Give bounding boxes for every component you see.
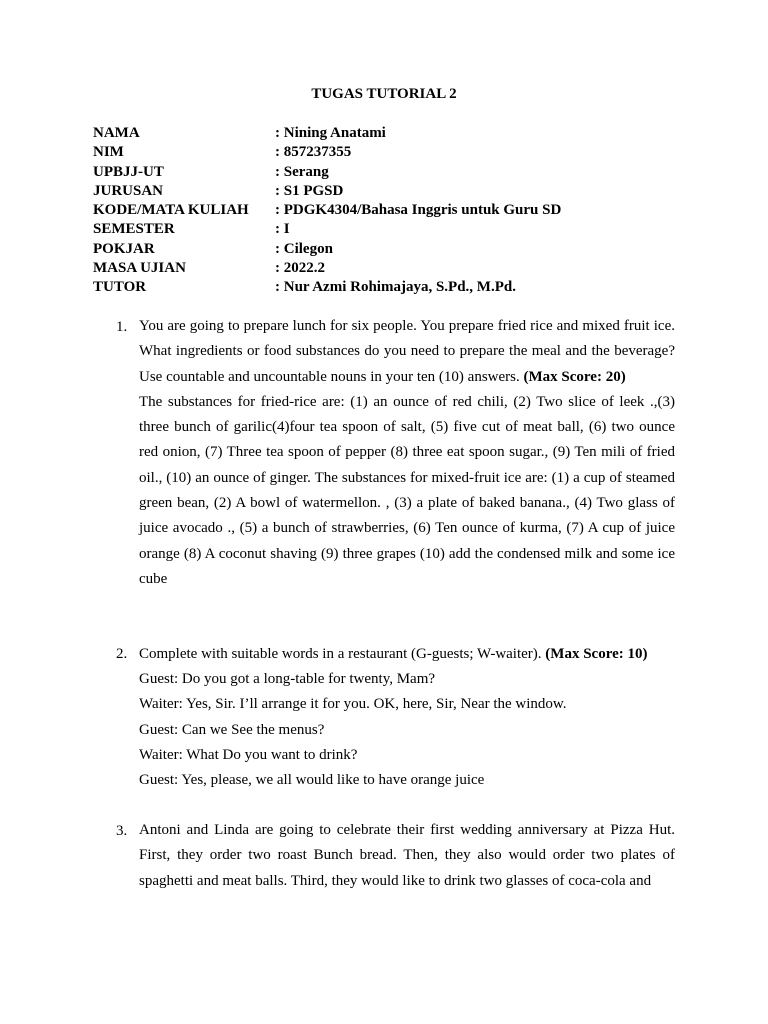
- question-2: [139, 642, 647, 793]
- question-number: 2.: [116, 646, 128, 662]
- max-score: (Max Score: 10): [545, 646, 648, 662]
- identity-label: JURUSAN: [93, 182, 164, 199]
- identity-value: : I: [275, 221, 290, 238]
- dialogue-line: Waiter: Yes, Sir. I’ll arrange it for you. OK, here, Sir, Near the window.: [139, 696, 567, 713]
- identity-value: : Cilegon: [275, 240, 333, 257]
- identity-label: SEMESTER: [93, 221, 175, 238]
- dialogue-line: Guest: Do you got a long-table for twenty, Mam?: [139, 671, 436, 688]
- question-text: [139, 642, 647, 667]
- question-text: [139, 314, 675, 390]
- question-prompt: You are going to prepare lunch for six people. You prepare fried rice and mixed fruit ice. What ingredients or food substances do you need to prepare the meal and the beverage? Use countable and uncountable nouns in your ten (10) answers.: [139, 318, 675, 385]
- identity-label: MASA UJIAN: [93, 260, 186, 277]
- identity-value: : 2022.2: [275, 260, 325, 277]
- identity-label: NIM: [93, 144, 124, 161]
- dialogue-line: Waiter: What Do you want to drink?: [139, 746, 358, 763]
- identity-label: TUTOR: [93, 279, 147, 296]
- identity-value: : Nining Anatami: [275, 125, 386, 141]
- identity-value: : S1 PGSD: [275, 182, 344, 199]
- question-text: Antoni and Linda are going to celebrate their first wedding anniversary at Pizza Hut. First, they order two roast Bunch bread. Then, they also would order two plates of spaghetti and meat balls. Third, they would like to drink two glasses of coca-cola and: [139, 822, 675, 889]
- question-prompt: Complete with suitable words in a restaurant (G-guests; W-waiter).: [139, 646, 542, 662]
- question-number: 1.: [116, 319, 128, 335]
- question-3: [139, 818, 675, 894]
- identity-value: : Serang: [275, 163, 329, 180]
- answer-text: The substances for fried-rice are: (1) an ounce of red chili, (2) Two slice of leek .,(3) three bunch of garilic(4)four tea spoon of salt, (5) five cut of meat ball, (6) two ounce red onion, (7) Three tea spoon of pepper (8) three eat spoon sugar., (9) Ten mili of fried oil., (10) an ounce of ginger. The substances for mixed-fruit ice are: (1) a cup of steamed green bean, (2) A bowl of watermellon. , (3) a plate of baked banana., (4) Two glass of juice avocado ., (5) a bunch of strawberries, (6) Ten ounce of kurma, (7) A cup of juice orange (8) A coconut shaving (9) three grapes (10) add the condensed milk and some ice cube: [139, 393, 675, 587]
- dialogue-line: Guest: Yes, please, we all would like to have orange juice: [139, 771, 485, 788]
- identity-value: : 857237355: [275, 144, 352, 161]
- question-1: [139, 314, 675, 592]
- identity-label: POKJAR: [93, 240, 155, 257]
- identity-label: UPBJJ-UT: [93, 163, 164, 180]
- document-title: TUGAS TUTORIAL 2: [311, 86, 457, 102]
- identity-value: : PDGK4304/Bahasa Inggris untuk Guru SD: [275, 202, 562, 219]
- dialogue-line: Guest: Can we See the menus?: [139, 721, 325, 738]
- question-number: 3.: [116, 823, 128, 839]
- identity-value: : Nur Azmi Rohimajaya, S.Pd., M.Pd.: [275, 279, 516, 296]
- identity-label: KODE/MATA KULIAH: [93, 202, 249, 219]
- identity-label: NAMA: [93, 125, 140, 141]
- max-score: (Max Score: 20): [523, 368, 626, 385]
